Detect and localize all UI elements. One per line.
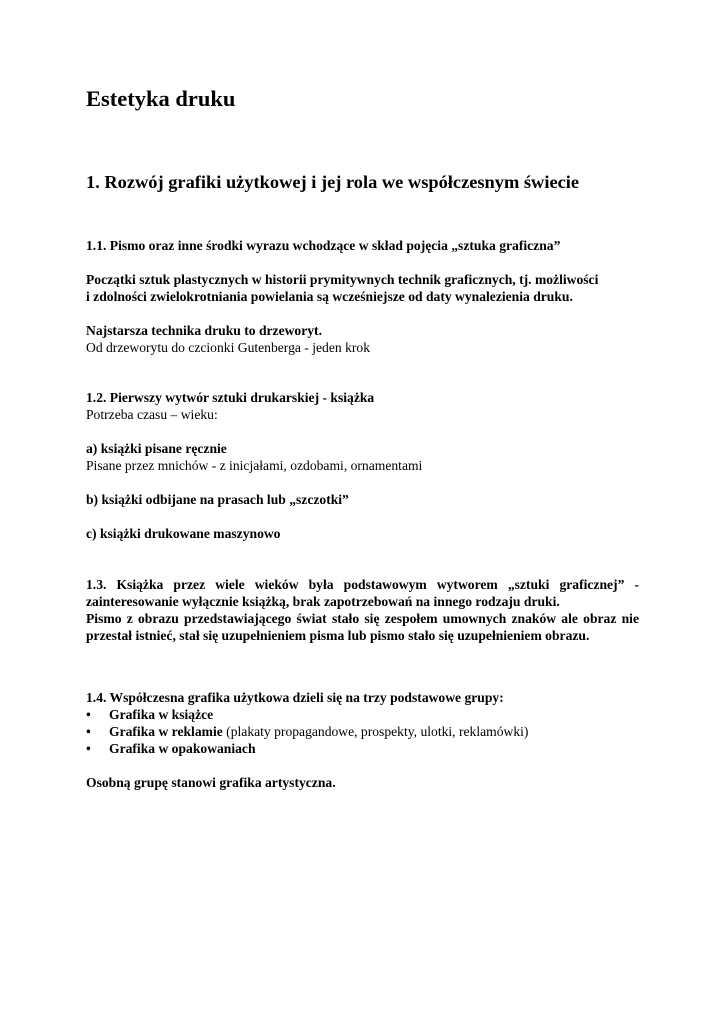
graphics-groups-list [86,706,528,757]
section-1-1-heading: 1.1. Pismo oraz inne środki wyrazu wchodzące w skład pojęcia „sztuka graficzna” [86,238,561,253]
section-1-4-heading: 1.4. Współczesna grafika użytkowa dzieli się na trzy podstawowe grupy: [86,690,504,705]
section-1-1-woodcut-note: Od drzeworytu do czcionki Gutenberga - jeden krok [86,340,370,355]
item-b-label: b) książki odbijane na prasach lub „szczotki” [86,492,349,507]
bullet-icon: • [86,724,91,739]
section-1-heading: 1. Rozwój grafiki użytkowej i jej rola we współczesnym świecie [86,172,580,192]
list-item-bold: Grafika w książce [109,707,214,722]
item-c-label: c) książki drukowane maszynowo [86,526,281,541]
list-item [86,740,528,757]
item-a-description: Pisane przez mnichów - z inicjałami, ozdobami, ornamentami [86,458,423,473]
section-1-1-paragraph-line-1: Początki sztuk plastycznych w historii prymitywnych technik graficznych, tj. możliwości [86,272,599,287]
list-item [86,706,528,723]
bullet-icon: • [86,707,91,722]
list-item [86,723,528,740]
document-page [86,0,642,1024]
list-item-bold: Grafika w opakowaniach [109,741,256,756]
closing-statement: Osobną grupę stanowi grafika artystyczna. [86,775,336,790]
section-1-2-intro: Potrzeba czasu – wieku: [86,407,218,422]
document-title: Estetyka druku [86,86,236,111]
section-1-1-oldest-technique: Najstarsza technika druku to drzeworyt. [86,323,322,338]
section-1-3-paragraph-1: 1.3. Książka przez wiele wieków była podstawowym wytworem „sztuki graficznej” - zainteresowanie wyłącznie książką, brak zapotrzebowań na innego rodzaju druki. [86,577,639,609]
list-item-detail: (plakaty propagandowe, prospekty, ulotki, reklamówki) [222,724,529,739]
bullet-icon: • [86,741,91,756]
list-item-bold: Grafika w reklamie [109,724,223,739]
section-1-3-paragraph-2: Pismo z obrazu przedstawiającego świat stało się zespołem umownych znaków ale obraz nie przestał istnieć, stał się uzupełnieniem pisma lub pismo stało się uzupełnieniem obrazu. [86,611,639,643]
section-1-2-heading: 1.2. Pierwszy wytwór sztuki drukarskiej - książka [86,390,375,405]
item-a-label: a) książki pisane ręcznie [86,441,227,456]
section-1-1-paragraph-line-2: i zdolności zwielokrotniania powielania są wcześniejsze od daty wynalezienia druku. [86,289,573,304]
